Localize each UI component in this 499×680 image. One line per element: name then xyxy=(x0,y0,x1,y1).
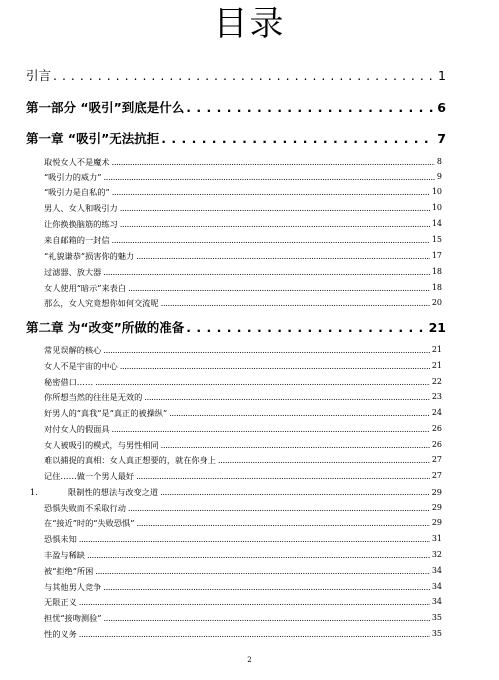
toc-entry-title: 来自邮箱的一封信 xyxy=(44,235,110,245)
toc-entry-page: 6 xyxy=(437,100,446,115)
toc-entry-major[interactable] xyxy=(26,100,446,116)
leader-dots xyxy=(136,251,430,261)
leader-dots xyxy=(103,345,429,355)
toc-entry-title: 第一章 “吸引”无法抗拒 xyxy=(26,131,160,146)
toc-entry[interactable] xyxy=(44,534,442,544)
toc-entry[interactable] xyxy=(44,203,442,213)
toc-entry-page: 24 xyxy=(431,408,442,417)
leader-dots xyxy=(218,455,430,465)
leader-dots xyxy=(95,377,430,387)
toc-entry-page: 27 xyxy=(431,455,442,464)
toc-entry[interactable] xyxy=(44,187,442,197)
toc-entry-title: 过滤器、放大器 xyxy=(44,267,102,277)
toc-entry-page: 29 xyxy=(431,518,442,527)
toc-entry[interactable] xyxy=(44,455,442,465)
toc-entry-title: 秘密借口…… xyxy=(44,377,94,387)
leader-dots xyxy=(136,518,429,528)
leader-dots xyxy=(144,392,430,402)
page-number: 2 xyxy=(247,656,252,664)
leader-dots xyxy=(79,534,430,544)
toc-entry[interactable] xyxy=(44,503,442,513)
toc-entry-page: 32 xyxy=(431,550,442,559)
toc-entry-page: 31 xyxy=(431,534,442,543)
toc-entry-page: 34 xyxy=(431,582,442,591)
toc-entry-page: 21 xyxy=(431,345,442,354)
toc-entry-page: 1 xyxy=(438,68,446,83)
leader-dots xyxy=(186,100,435,116)
toc-entry[interactable] xyxy=(44,613,442,623)
toc-entry-title: 第一部分 “吸引”到底是什么 xyxy=(26,100,185,115)
toc-entry-title: 丰盈与稀缺 xyxy=(44,550,85,560)
toc-entry[interactable] xyxy=(44,629,442,639)
toc-entry-page: 34 xyxy=(431,597,442,606)
toc-entry[interactable] xyxy=(44,235,442,245)
toc-entry-title: 女人使用“暗示”来表白 xyxy=(44,283,127,293)
leader-dots xyxy=(128,283,430,293)
toc-entry-title: 第二章 为“改变”所做的准备 xyxy=(26,320,185,335)
page-title: 目录 xyxy=(213,4,286,44)
toc-entry-title: 记住……做一个男人最好 xyxy=(44,471,135,481)
toc-entry-page: 21 xyxy=(428,320,446,335)
toc-entry-page: 29 xyxy=(431,487,442,497)
toc-entry[interactable] xyxy=(44,597,442,607)
toc-entry[interactable] xyxy=(44,471,442,481)
leader-dots xyxy=(161,131,435,147)
leader-dots xyxy=(104,613,430,623)
toc-entry-title: 与其他男人竞争 xyxy=(44,582,102,592)
toc-entry-title: 常见误解的核心 xyxy=(44,345,102,355)
toc-entry-page: 15 xyxy=(431,235,442,244)
leader-dots xyxy=(79,629,430,639)
toc-entry-title: 好男人的“真我”是“真正的被操纵” xyxy=(44,408,168,418)
leader-dots xyxy=(112,235,430,245)
toc-entry[interactable] xyxy=(44,283,442,293)
toc-entry-major[interactable] xyxy=(26,320,446,336)
toc-entry-title: 性的义务 xyxy=(44,629,77,639)
toc-entry-title: 恐惧未知 xyxy=(44,534,77,544)
leader-dots xyxy=(112,187,430,197)
toc-entry[interactable] xyxy=(44,566,442,576)
toc-entry[interactable] xyxy=(44,392,442,402)
toc-entry[interactable] xyxy=(44,172,442,182)
toc-entry-page: 18 xyxy=(431,283,442,292)
toc-entry-title: 引言 xyxy=(26,68,52,83)
leader-dots xyxy=(103,582,429,592)
toc-entry-title: “吸引力是自私的” xyxy=(44,187,110,197)
leader-dots xyxy=(79,597,430,607)
leader-dots xyxy=(128,503,430,513)
toc-entry-page: 21 xyxy=(431,361,442,370)
toc-entry-number: 1. xyxy=(30,487,38,497)
toc-entry-title: 被“拒绝”所困 xyxy=(44,566,94,576)
toc-entry[interactable] xyxy=(44,582,442,592)
toc-entry-title: 恐惧失败而不采取行动 xyxy=(44,503,126,513)
toc-entry-title: 那么，女人究竟想你如何交流呢 xyxy=(44,298,159,308)
toc-entry-title: 担忧“接吻测验” xyxy=(44,613,102,623)
toc-entry[interactable] xyxy=(44,345,442,355)
toc-entry-page: 7 xyxy=(437,131,446,146)
toc-entry-page: 10 xyxy=(431,187,442,196)
toc-entry[interactable] xyxy=(44,298,442,308)
leader-dots xyxy=(112,424,430,434)
toc-entry[interactable] xyxy=(44,219,442,229)
toc-entry-page: 22 xyxy=(431,377,442,386)
leader-dots xyxy=(104,172,435,182)
toc-entry-major[interactable] xyxy=(26,131,446,147)
leader-dots xyxy=(169,408,430,418)
toc-entry-page: 26 xyxy=(431,424,442,433)
leader-dots xyxy=(112,157,435,167)
toc-entry-title: 男人、女人和吸引力 xyxy=(44,203,118,213)
leader-dots xyxy=(103,267,429,277)
toc-entry-title: 女人被吸引的模式，与男性相同 xyxy=(44,440,159,450)
leader-dots xyxy=(161,440,430,450)
leader-dots xyxy=(120,203,430,213)
toc-entry-page: 34 xyxy=(431,566,442,575)
leader-dots xyxy=(120,219,430,229)
toc-entry-page: 27 xyxy=(431,471,442,480)
leader-dots xyxy=(161,298,430,308)
toc-entry[interactable] xyxy=(44,440,442,450)
toc-entry-page: 9 xyxy=(436,172,442,181)
leader-dots xyxy=(136,471,430,481)
toc-entry-title: 取悦女人不是魔术 xyxy=(44,157,110,167)
toc-entry-title: 对付女人的假面具 xyxy=(44,424,110,434)
toc-entry[interactable] xyxy=(44,267,442,277)
toc-entry-page: 20 xyxy=(431,298,442,307)
toc-entry-numbered[interactable] xyxy=(30,487,442,497)
toc-entry-title: 你所想当然的往往是无效的 xyxy=(44,392,143,402)
toc-entry-text: 限制性的想法与改变之道 xyxy=(68,487,159,497)
toc-entry-title: 无限正义 xyxy=(44,597,77,607)
toc-entry-page: 17 xyxy=(431,251,442,260)
toc-entry-title: “礼貌谦恭”损害你的魅力 xyxy=(44,251,135,261)
toc-entry-page: 18 xyxy=(431,267,442,276)
leader-dots xyxy=(160,487,430,497)
toc-entry-title: 女人不是宇宙的中心 xyxy=(44,361,118,371)
toc-entry[interactable] xyxy=(44,518,442,528)
toc-entry[interactable] xyxy=(44,157,442,167)
toc-entry[interactable] xyxy=(44,424,442,434)
toc-entry[interactable] xyxy=(44,550,442,560)
leader-dots xyxy=(53,68,436,84)
toc-entry-page: 29 xyxy=(431,503,442,512)
toc-entry-page: 14 xyxy=(431,219,442,228)
leader-dots xyxy=(87,550,430,560)
toc-entry-title: 让你换换脑筋的练习 xyxy=(44,219,118,229)
toc-entry[interactable] xyxy=(44,408,442,418)
leader-dots xyxy=(120,361,430,371)
toc-entry-title: 在“接近”时的“失败恐惧” xyxy=(44,518,135,528)
leader-dots xyxy=(95,566,430,576)
leader-dots xyxy=(186,320,426,336)
toc-entry-page: 35 xyxy=(431,613,442,622)
toc-entry-page: 10 xyxy=(431,203,442,212)
toc-entry-page: 23 xyxy=(431,392,442,401)
toc-entry[interactable] xyxy=(44,361,442,371)
toc-entry-major[interactable] xyxy=(26,68,446,84)
toc-entry-title xyxy=(30,487,158,497)
toc-entry-title: 难以捕捉的真相：女人真正想要的，就在你身上 xyxy=(44,455,216,465)
toc-entry-title: “吸引力的威力” xyxy=(44,172,102,182)
toc-entry-page: 8 xyxy=(436,157,442,166)
toc-entry[interactable] xyxy=(44,251,442,261)
toc-entry-page: 35 xyxy=(431,629,442,638)
toc-entry[interactable] xyxy=(44,377,442,387)
toc-entry-page: 26 xyxy=(431,440,442,449)
